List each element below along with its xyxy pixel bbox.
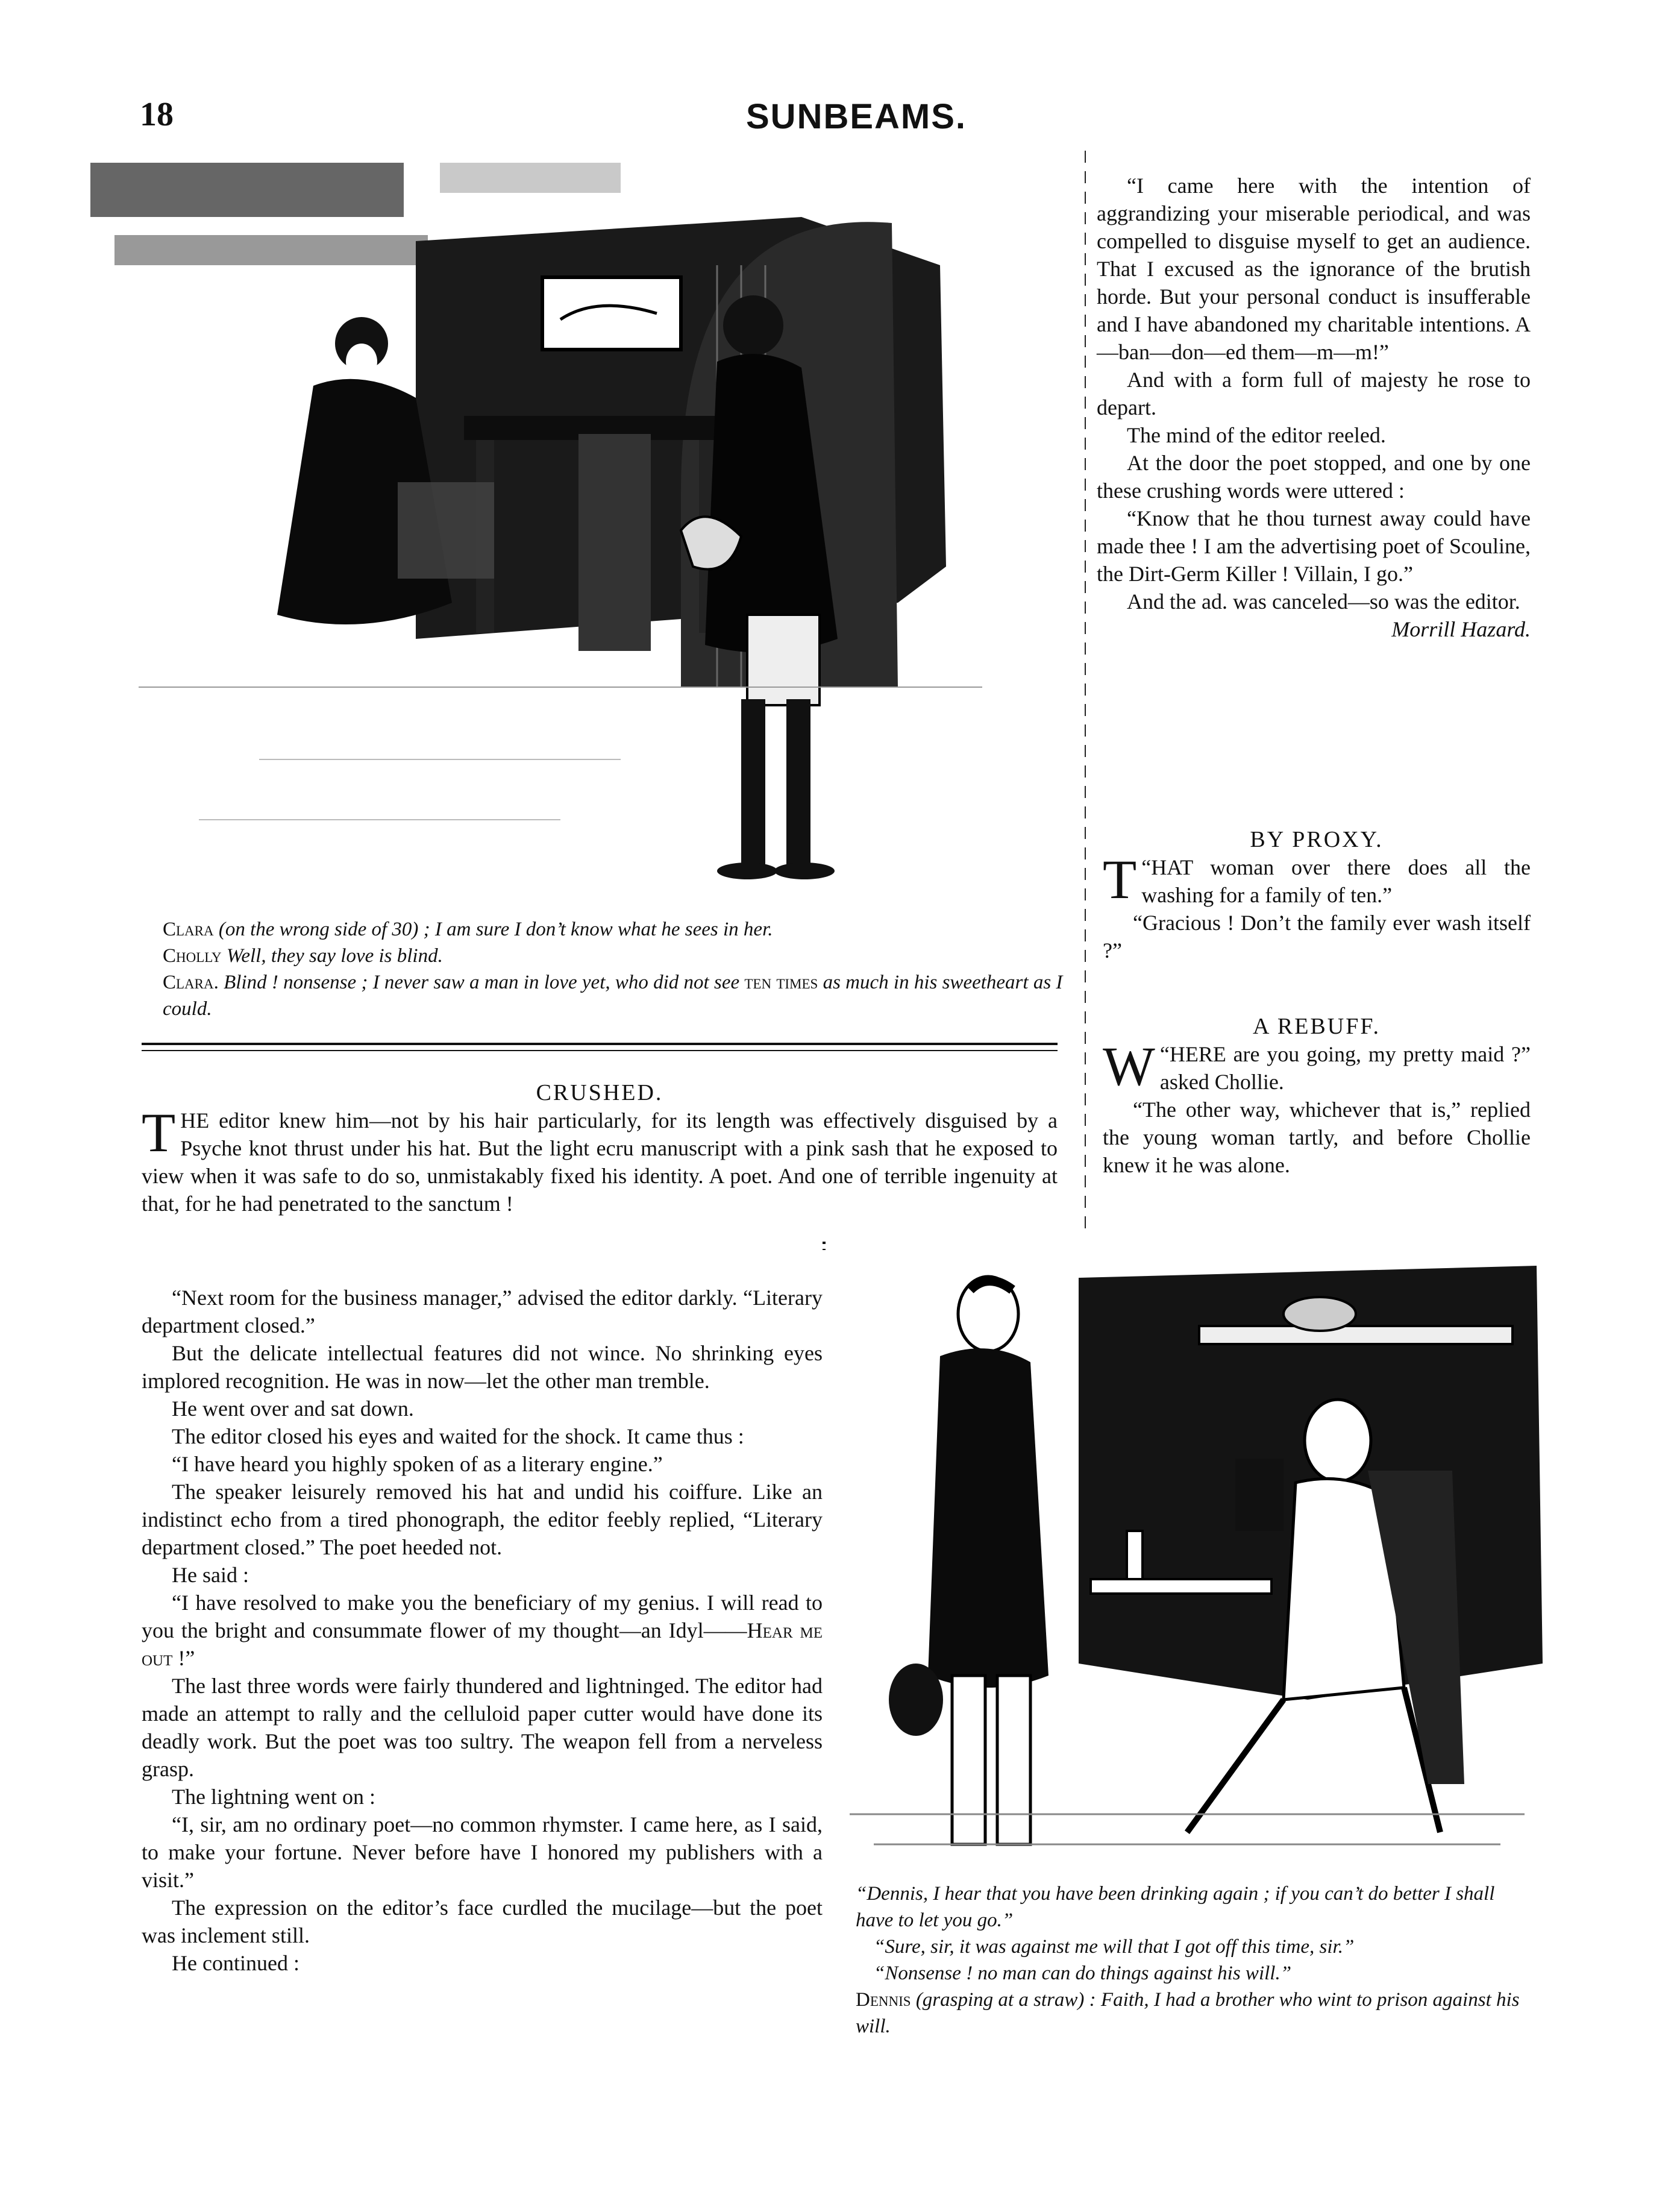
open-quote: “ [1159, 1042, 1170, 1066]
paragraph: “I came here with the intention of aggrandizing your miserable periodical, and was compelled to disguise myself to get an audience. That I excused as the ignorance of the brutish horde. But your personal conduct is insufferable and I have abandoned my charitable intentions. A—ban—don—ed them—m—m!” [1097, 174, 1531, 364]
dialogue: Faith, I had a brother who wint to prison against his will. [856, 1989, 1520, 2037]
paragraph: The lightning went on : [172, 1785, 375, 1809]
section-rule [142, 1043, 1058, 1045]
paragraph-text: HE editor knew him—not by his hair particularly, for its length was effectively disguised by a Psyche knot thrust under his hat. But the light ecru manuscript with a pink sash that he exposed to view when it was safe to do so, unmistakably fixed his identity. A poet. And one of terrible ingenuity at that, for he had penetrated to the sanctum ! [142, 1108, 1058, 1216]
article-title: CRUSHED. [536, 1080, 663, 1105]
parlor-scene-drawing [78, 145, 1036, 910]
paragraph-text: HAT woman over there does all the washing for a family of ten.” [1141, 855, 1531, 907]
paragraph: The editor closed his eyes and waited for the shock. It came thus : [172, 1424, 744, 1448]
paragraph: “I, sir, am no ordinary poet—no common rhymster. I came here, as I said, to make your fortune. Never before have I honored my publishers with a visit.” [142, 1812, 823, 1892]
paragraph-text: “I have resolved to make you the beneficiary of my genius. I will read to you the bright and consummate flower of my thought—an Idyl—— [142, 1591, 823, 1642]
paragraph: The last three words were fairly thundered and lightninged. The editor had made an attempt to rally and the celluloid paper cutter would have done its deadly work. But the poet was too sultry. The weapon fell from a nerveless grasp. [142, 1674, 823, 1781]
article-by-proxy [1103, 826, 1531, 964]
paragraph: And the ad. was canceled—so was the editor. [1127, 589, 1520, 614]
stage-direction: (grasping at a straw) : [915, 1989, 1096, 2011]
paragraph [142, 1102, 1058, 1218]
caption-line: “Sure, sir, it was against me will that I got off this time, sir.” [874, 1936, 1355, 1958]
caption-line: “Nonsense ! no man can do things against his will.” [874, 1962, 1292, 1984]
speaker-name: Clara [163, 919, 214, 940]
caption-line [163, 969, 1067, 1022]
drop-cap: W [1103, 1035, 1155, 1097]
dialogue: Blind ! nonsense ; I never saw a man in love yet, who did not see [224, 972, 740, 993]
caption-line [163, 943, 1067, 969]
paragraph: At the door the poet stopped, and one by one these crushing words were uttered : [1097, 451, 1531, 503]
paragraph: He said : [172, 1563, 249, 1587]
paragraph-text: HERE are you going, my pretty maid ?” asked Chollie. [1159, 1042, 1531, 1094]
paragraph: The expression on the editor’s face curdled the mucilage—but the poet was inclement still. [142, 1896, 823, 1947]
paragraph: “Next room for the business manager,” advised the editor darkly. “Literary department closed.” [142, 1286, 823, 1337]
caption-line [856, 1987, 1531, 2040]
paragraph: “I have heard you highly spoken of as a literary engine.” [172, 1452, 663, 1476]
paragraph: But the delicate intellectual features did not wince. No shrinking eyes implored recognition. He was in now—let the other man tremble. [142, 1341, 823, 1393]
article-title: BY PROXY. [1250, 827, 1384, 852]
paragraph [1103, 849, 1531, 910]
article-crushed-body [142, 1284, 823, 1977]
paragraph: And with a form full of majesty he rose to depart. [1097, 368, 1531, 419]
paragraph: “The other way, whichever that is,” replied the young woman tartly, and before Chollie knew it he was alone. [1103, 1098, 1531, 1177]
masthead-title: SUNBEAMS. [746, 97, 967, 136]
illustration-caption-bottom [856, 1881, 1531, 2040]
crushed-continuation-column [1097, 172, 1531, 643]
illustration-caption-top [163, 916, 1067, 1022]
dialogue: I am sure I don’t know what he sees in her. [434, 919, 773, 940]
illustration-parlor-scene [78, 145, 1036, 910]
speaker-name: Clara. [163, 972, 219, 993]
page-number: 18 [140, 96, 174, 133]
paragraph [142, 1589, 823, 1672]
section-rule [142, 1050, 1058, 1051]
paragraph: The mind of the editor reeled. [1127, 423, 1386, 447]
emphasis-caps: Hear me out !” [142, 1618, 823, 1670]
paragraph: The speaker leisurely removed his hat and undid his coiffure. Like an indistinct echo from a tired phonograph, the editor feebly replied, “Literary department closed.” The poet heeded not. [142, 1480, 823, 1559]
caption-line: “Dennis, I hear that you have been drinking again ; if you can’t do better I shall have to let you go.” [856, 1883, 1495, 1931]
dialogue: Well, they say love is blind. [226, 945, 443, 967]
speaker-name: Dennis [856, 1989, 911, 2011]
dennis-scene-drawing [826, 1242, 1549, 1874]
emphasis-caps: ten times [744, 972, 818, 993]
drop-cap: T [1103, 849, 1137, 910]
paragraph: He continued : [172, 1951, 299, 1975]
caption-line [163, 916, 1067, 943]
column-divider [1085, 151, 1086, 1236]
article-crushed [142, 1079, 1058, 1218]
illustration-dennis-scene [826, 1242, 1549, 1874]
paragraph [1103, 1035, 1531, 1097]
article-a-rebuff [1103, 1013, 1531, 1179]
drop-cap: T [142, 1102, 176, 1163]
paragraph: “Know that he thou turnest away could have made thee ! I am the advertising poet of Scouline, the Dirt-Germ Killer ! Villain, I go.” [1097, 506, 1531, 586]
open-quote: “ [1141, 855, 1152, 879]
paragraph: He went over and sat down. [172, 1397, 414, 1421]
author-signature: Morrill Hazard. [1391, 617, 1531, 641]
dialogue: as much in his sweetheart as I could. [163, 972, 1063, 1020]
paragraph: “Gracious ! Don’t the family ever wash itself ?” [1103, 911, 1531, 963]
stage-direction: (on the wrong side of 30) ; [218, 919, 430, 940]
speaker-name: Cholly [163, 945, 222, 967]
article-title: A REBUFF. [1253, 1014, 1381, 1039]
